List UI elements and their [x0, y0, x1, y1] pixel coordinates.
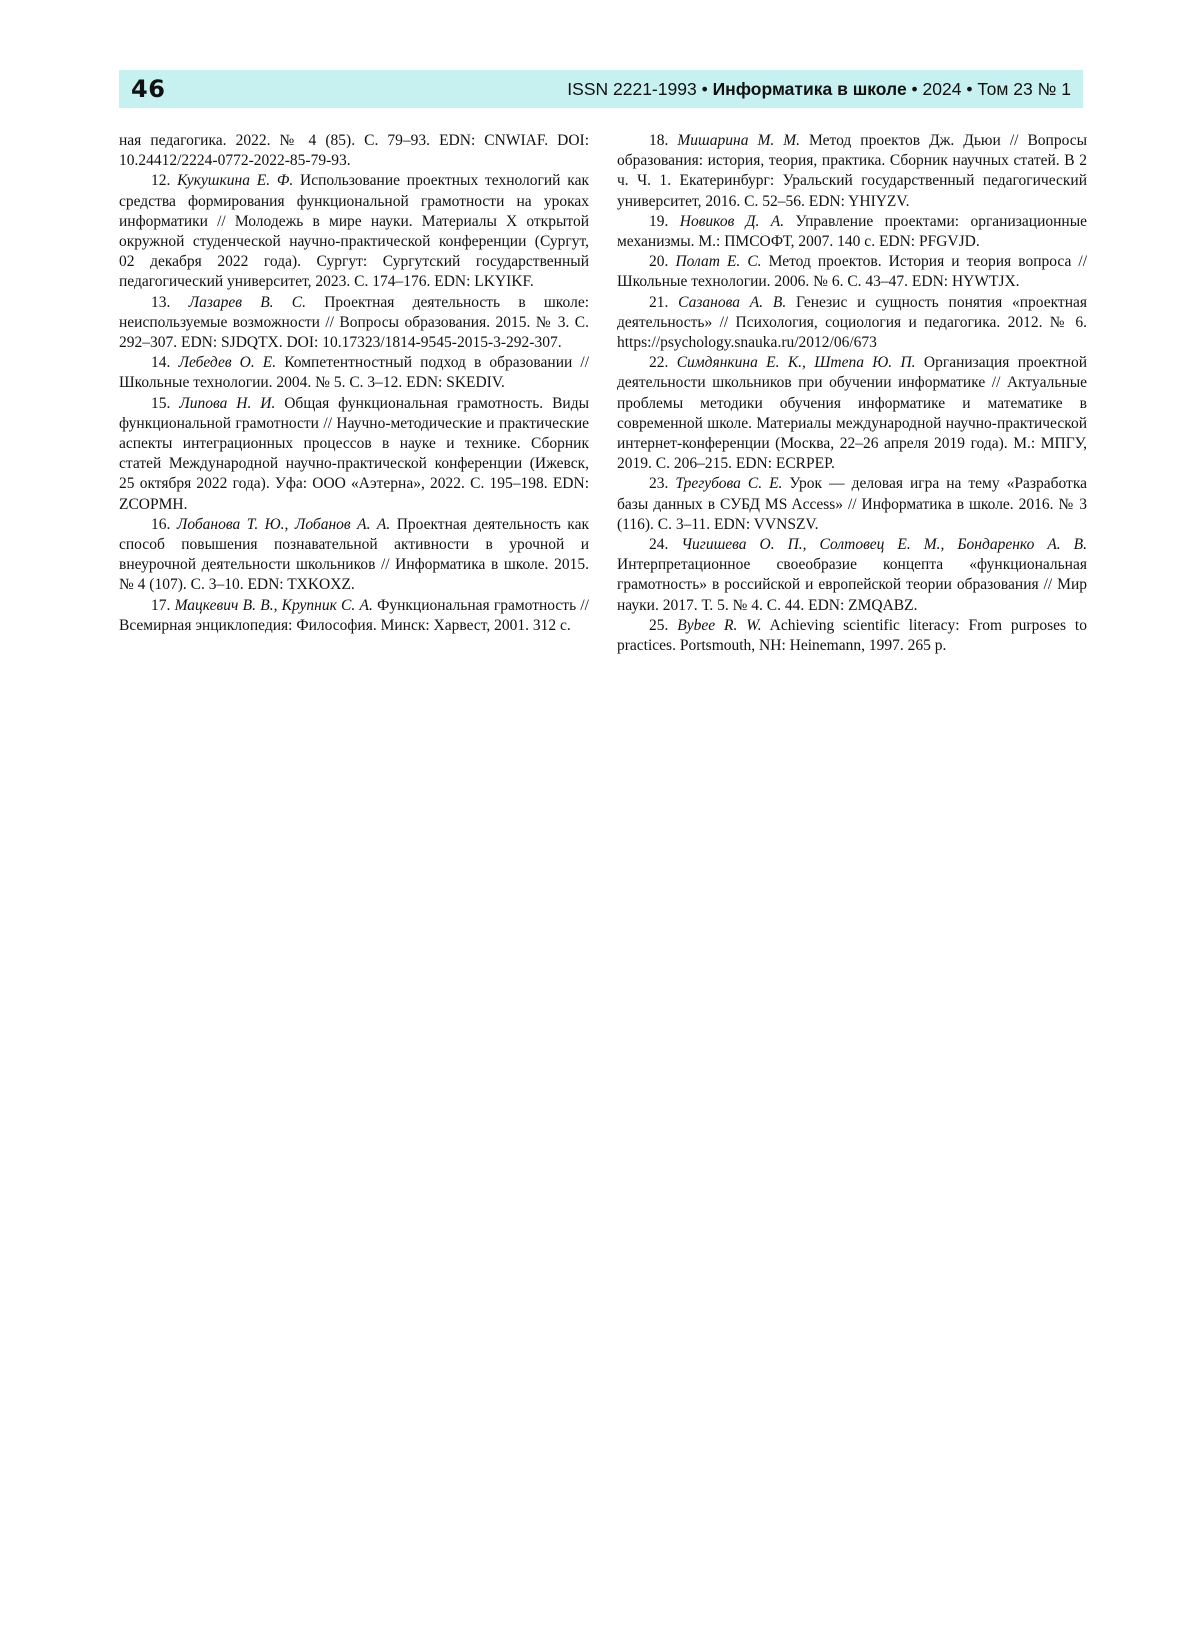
- reference-authors: Лазарев В. С.: [188, 293, 306, 311]
- references-left-column: [119, 131, 589, 636]
- reference-number: 22.: [649, 354, 677, 372]
- reference-text: Метод проектов Дж. Дьюи // Вопросы образования: история, теория, практика. Сборник научных статей. В 2 ч. Ч. 1. Екатеринбург: Уральский государственный педагогический университет, 2016. С. 52–56. EDN: YHIYZV.: [617, 132, 1088, 210]
- page-number: 46: [131, 75, 166, 103]
- reference-number: 19.: [649, 212, 680, 230]
- reference-number: 15.: [151, 394, 180, 412]
- reference-number: 17.: [151, 596, 175, 614]
- reference-text: Организация проектной деятельности школьников при обучении информатике // Актуальные проблемы методики обучения информатике и математике в современной школе. Материалы международной научно-практической интернет-конференции (Москва, 22–26 апреля 2019 года). М.: МПГУ, 2019. С. 206–215. EDN: ECRPEP.: [617, 354, 1088, 473]
- reference-item: [617, 131, 1087, 212]
- reference-number: 12.: [151, 172, 178, 190]
- reference-item: [617, 293, 1087, 354]
- reference-item: [119, 293, 589, 354]
- reference-number: 14.: [151, 354, 179, 372]
- reference-authors: Сазанова А. В.: [678, 293, 787, 311]
- reference-text: Метод проектов. История и теория вопроса // Школьные технологии. 2006. № 6. С. 43–47. EDN: HYWTJX.: [617, 253, 1087, 291]
- reference-item: [119, 353, 589, 393]
- reference-number: 20.: [649, 253, 676, 271]
- reference-text: Генезис и сущность понятия «проектная деятельность» // Психология, социология и педагогика. 2012. № 6. https://psychology.snauka.ru/2012/06/673: [617, 293, 1087, 352]
- reference-item: [119, 596, 589, 636]
- reference-text: ная педагогика. 2022. № 4 (85). С. 79–93. EDN: CNWIAF. DOI: 10.24412/2224-0772-2022-85-79-93.: [119, 132, 589, 170]
- reference-item: [617, 252, 1087, 292]
- reference-text: Функциональная грамотность // Всемирная энциклопедия: Философия. Минск: Харвест, 2001. 312 с.: [119, 596, 589, 634]
- issue-volume: Том 23 № 1: [977, 78, 1071, 99]
- reference-number: 21.: [649, 293, 679, 311]
- separator: •: [961, 78, 978, 99]
- reference-authors: Симдянкина Е. К., Штепа Ю. П.: [676, 354, 916, 372]
- reference-authors: Трегубова С. Е.: [675, 475, 783, 493]
- reference-text: Интерпретационное своеобразие концепта «функциональная грамотность» в российской и европейской теории образования // Мир науки. 2017. Т. 5. № 4. С. 44. EDN: ZMQABZ.: [617, 556, 1087, 614]
- issue-year: 2024: [922, 78, 962, 99]
- reference-item: [617, 616, 1087, 656]
- separator: •: [906, 78, 923, 99]
- reference-authors: Мишарина М. М.: [677, 132, 801, 149]
- reference-authors: Лобанова Т. Ю., Лобанов А. А.: [176, 515, 391, 533]
- references-right-column: [617, 131, 1087, 656]
- reference-text: Проектная деятельность как способ повышения познавательной активности в урочной и внеурочной деятельности школьников // Информатика в школе. 2015. № 4 (107). С. 3–10. EDN: TXKOXZ.: [119, 515, 589, 594]
- reference-authors: Лебедев О. Е.: [178, 354, 277, 372]
- reference-number: 13.: [151, 293, 189, 311]
- reference-number: 23.: [649, 475, 676, 493]
- issn: ISSN 2221-1993: [567, 78, 697, 99]
- reference-authors: Кукушкина Е. Ф.: [177, 172, 294, 190]
- reference-text: Компетентностный подход в образовании // Школьные технологии. 2004. № 5. С. 3–12. EDN: SKEDIV.: [119, 354, 590, 392]
- reference-number: 24.: [649, 536, 682, 554]
- reference-text: Урок — деловая игра на тему «Разработка базы данных в СУБД MS Access» // Информатика в школе. 2016. № 3 (116). С. 3–11. EDN: VVNSZV.: [617, 475, 1087, 533]
- reference-text: Управление проектами: организационные механизмы. М.: ПМСОФТ, 2007. 140 с. EDN: PFGVJD.: [617, 212, 1087, 251]
- reference-authors: Новиков Д. А.: [679, 212, 785, 230]
- separator: •: [696, 78, 713, 99]
- reference-authors: Чигишева О. П., Солтовец Е. М., Бондаренко А. В.: [681, 536, 1087, 554]
- journal-title: Информатика в школе: [712, 78, 907, 99]
- running-header: [119, 70, 1083, 108]
- reference-item: [617, 353, 1087, 474]
- reference-authors: Липова Н. И.: [179, 394, 276, 412]
- reference-number: 18.: [649, 132, 678, 149]
- reference-authors: Мацкевич В. В., Крупник С. А.: [174, 596, 373, 614]
- reference-authors: Полат Е. С.: [675, 253, 762, 271]
- reference-item: [119, 515, 589, 596]
- reference-number: 25.: [649, 616, 678, 634]
- reference-item: [119, 394, 589, 515]
- reference-text: Использование проектных технологий как средства формирования функциональной грамотности на уроках информатики // Молодежь в мире науки. Материалы X открытой окружной студенческой научно-практической конференции (Сургут, 02 декабря 2022 года). Сургут: Сургутский государственный педагогический университет, 2023. С. 174–176. EDN: LKYIKF.: [119, 172, 589, 291]
- reference-item: [617, 212, 1087, 252]
- reference-number: 16.: [151, 515, 177, 533]
- reference-text: Проектная деятельность в школе: неиспользуемые возможности // Вопросы образования. 2015. № 3. С. 292–307. EDN: SJDQTX. DOI: 10.17323/1814-9545-2015-3-292-307.: [119, 293, 590, 352]
- reference-item: [617, 474, 1087, 535]
- reference-item: [617, 535, 1087, 616]
- reference-text: Achieving scientific literacy: From purposes to practices. Portsmouth, NH: Heinemann, 1997. 265 p.: [617, 616, 1087, 655]
- reference-text: Общая функциональная грамотность. Виды функциональной грамотности // Научно-методические и практические аспекты интеграционных процессов в науке и технике. Сборник статей Международной научно-практической конференции (Ижевск, 25 октября 2022 года). Уфа: ООО «Аэтерна», 2022. С. 195–198. EDN: ZCOPMH.: [119, 394, 590, 513]
- reference-item: [119, 171, 589, 292]
- reference-item: [119, 131, 589, 171]
- reference-authors: Bybee R. W.: [677, 616, 762, 634]
- journal-info: [567, 79, 1071, 100]
